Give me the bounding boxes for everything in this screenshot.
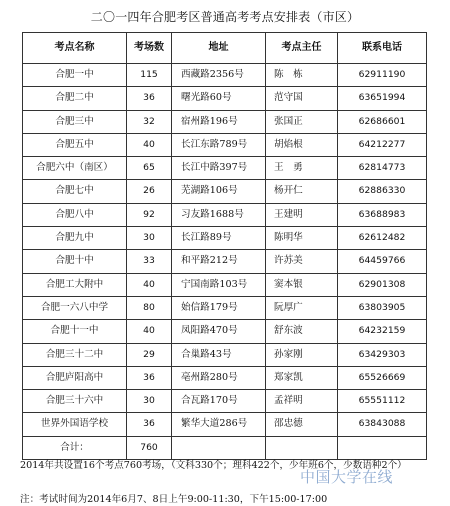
total-room-count: 760	[127, 436, 172, 459]
site-address: 宁国南路103号	[172, 273, 266, 296]
site-name: 合肥十中	[23, 250, 127, 273]
contact-phone: 62901308	[338, 273, 427, 296]
exam-time-note: 注：考试时间为2014年6月7、8日上午9:00-11:30，下午15:00-17:00	[20, 494, 328, 505]
contact-phone: 65526669	[338, 366, 427, 389]
contact-phone: 64459766	[338, 250, 427, 273]
contact-phone: 65551112	[338, 390, 427, 413]
site-director: 郑家凯	[266, 366, 338, 389]
site-name: 合肥一中	[23, 64, 127, 87]
room-count: 115	[127, 64, 172, 87]
site-address: 和平路212号	[172, 250, 266, 273]
site-address: 曙光路60号	[172, 87, 266, 110]
site-director: 胡焰根	[266, 133, 338, 156]
site-address: 习友路1688号	[172, 203, 266, 226]
site-address: 亳州路280号	[172, 366, 266, 389]
table-row	[23, 366, 427, 389]
table-row	[23, 157, 427, 180]
room-count: 33	[127, 250, 172, 273]
site-address: 合瓦路170号	[172, 390, 266, 413]
site-director: 阮厚广	[266, 296, 338, 319]
room-count: 32	[127, 110, 172, 133]
site-address: 长江东路789号	[172, 133, 266, 156]
site-director: 陈明华	[266, 227, 338, 250]
table-row	[23, 273, 427, 296]
table-row	[23, 343, 427, 366]
header-room-count: 考场数	[127, 33, 172, 64]
room-count: 36	[127, 413, 172, 436]
table-row	[23, 110, 427, 133]
contact-phone: 62886330	[338, 180, 427, 203]
site-director: 孙家刚	[266, 343, 338, 366]
contact-phone: 62686601	[338, 110, 427, 133]
site-address: 繁华大道286号	[172, 413, 266, 436]
site-address: 芜湖路106号	[172, 180, 266, 203]
exam-site-table	[22, 32, 427, 460]
room-count: 92	[127, 203, 172, 226]
site-name: 合肥九中	[23, 227, 127, 250]
room-count: 30	[127, 390, 172, 413]
site-name: 合肥五中	[23, 133, 127, 156]
table-row	[23, 133, 427, 156]
site-address: 西藏路2356号	[172, 64, 266, 87]
contact-phone: 62612482	[338, 227, 427, 250]
site-name: 合肥七中	[23, 180, 127, 203]
site-name: 合肥一六八中学	[23, 296, 127, 319]
table-header-row	[23, 33, 427, 64]
site-director: 孟祥明	[266, 390, 338, 413]
table-row	[23, 180, 427, 203]
site-name: 合肥三中	[23, 110, 127, 133]
room-count: 65	[127, 157, 172, 180]
site-address: 始信路179号	[172, 296, 266, 319]
page-title: 二〇一四年合肥考区普通高考考点安排表（市区）	[90, 10, 360, 24]
contact-phone: 62911190	[338, 64, 427, 87]
site-name: 合肥庐阳高中	[23, 366, 127, 389]
contact-phone: 63688983	[338, 203, 427, 226]
site-name: 合肥六中（南区）	[23, 157, 127, 180]
site-director: 范守国	[266, 87, 338, 110]
site-director: 窦本银	[266, 273, 338, 296]
site-address: 长江路89号	[172, 227, 266, 250]
site-address: 合巢路43号	[172, 343, 266, 366]
site-director: 王建明	[266, 203, 338, 226]
table-row	[23, 227, 427, 250]
contact-phone: 63843088	[338, 413, 427, 436]
site-address: 凤阳路470号	[172, 320, 266, 343]
contact-phone: 63651994	[338, 87, 427, 110]
contact-phone: 64212277	[338, 133, 427, 156]
header-site-name: 考点名称	[23, 33, 127, 64]
room-count: 40	[127, 320, 172, 343]
table-row	[23, 296, 427, 319]
table-row	[23, 413, 427, 436]
site-name: 合肥八中	[23, 203, 127, 226]
site-watermark: 中国大学在线	[300, 468, 394, 486]
contact-phone: 63803905	[338, 296, 427, 319]
site-name: 世界外国语学校	[23, 413, 127, 436]
room-count: 40	[127, 133, 172, 156]
site-name: 合肥工大附中	[23, 273, 127, 296]
room-count: 36	[127, 366, 172, 389]
header-address: 地址	[172, 33, 266, 64]
site-director: 舒东波	[266, 320, 338, 343]
site-name: 合肥二中	[23, 87, 127, 110]
site-director: 邵忠德	[266, 413, 338, 436]
room-count: 26	[127, 180, 172, 203]
site-name: 合肥三十六中	[23, 390, 127, 413]
total-label: 合计：	[23, 436, 127, 459]
site-director: 杨开仁	[266, 180, 338, 203]
contact-phone: 62814773	[338, 157, 427, 180]
site-director: 许苏美	[266, 250, 338, 273]
site-director: 王 勇	[266, 157, 338, 180]
table-row	[23, 203, 427, 226]
table-row	[23, 64, 427, 87]
contact-phone: 64232159	[338, 320, 427, 343]
room-count: 80	[127, 296, 172, 319]
header-director: 考点主任	[266, 33, 338, 64]
room-count: 36	[127, 87, 172, 110]
contact-phone: 63429303	[338, 343, 427, 366]
table-row	[23, 250, 427, 273]
table-row	[23, 87, 427, 110]
summary-text: 2014年共设置16个考点760考场，（文科330个；理科422个，少年班6个，少数语种2个）	[20, 460, 407, 471]
site-name: 合肥十一中	[23, 320, 127, 343]
site-director: 陈 栋	[266, 64, 338, 87]
site-address: 长江中路397号	[172, 157, 266, 180]
table-row	[23, 390, 427, 413]
table-row	[23, 320, 427, 343]
room-count: 29	[127, 343, 172, 366]
room-count: 30	[127, 227, 172, 250]
header-phone: 联系电话	[338, 33, 427, 64]
site-director: 张国正	[266, 110, 338, 133]
room-count: 40	[127, 273, 172, 296]
site-address: 宿州路196号	[172, 110, 266, 133]
site-name: 合肥三十二中	[23, 343, 127, 366]
